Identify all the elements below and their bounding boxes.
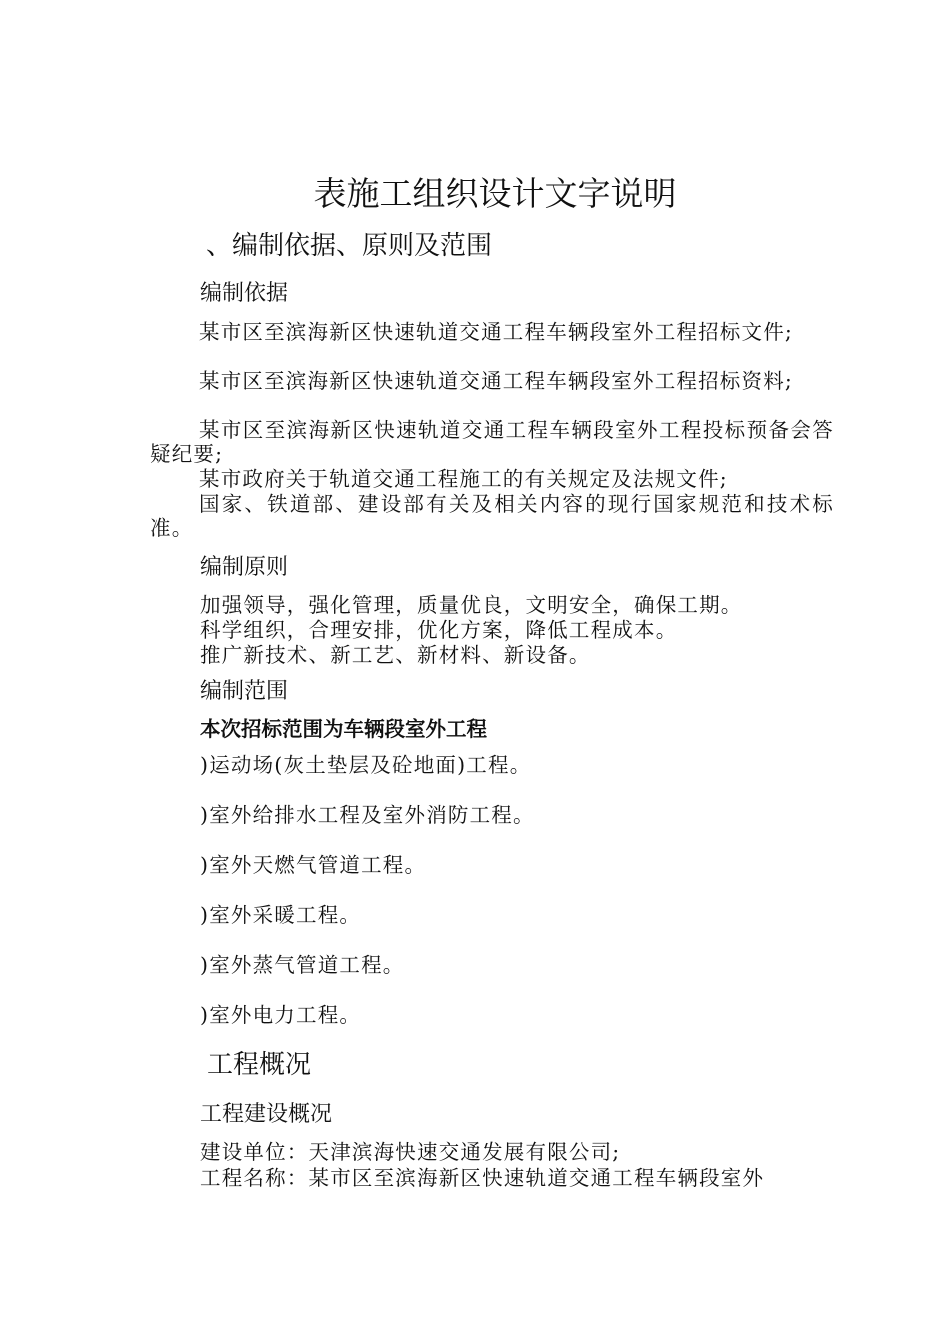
section-heading-project-overview: 工程概况 [207,1050,312,1080]
scope-item-3: )室外天燃气管道工程。 [200,853,427,877]
principle-item-3: 推广新技术、新工艺、新材料、新设备。 [200,643,591,667]
scope-item-5: )室外蒸气管道工程。 [200,953,405,977]
subheading-scope: 编制范围 [200,679,289,704]
overview-item-1: 建设单位：天津滨海快速交通发展有限公司; [200,1140,621,1164]
principle-item-2: 科学组织，合理安排，优化方案，降低工程成本。 [200,618,678,642]
section-heading-basis-principles-scope: 、编制依据、原则及范围 [206,231,493,261]
subheading-basis: 编制依据 [200,281,289,306]
scope-item-1: )运动场(灰土垫层及砼地面)工程。 [200,753,532,777]
scope-item-4: )室外采暖工程。 [200,903,362,927]
basis-item-3: 某市区至滨海新区快速轨道交通工程车辆段室外工程投标预备会答疑纪要; [150,418,834,466]
subheading-principles: 编制原则 [200,555,289,580]
basis-item-1: 某市区至滨海新区快速轨道交通工程车辆段室外工程招标文件; [199,320,794,344]
principle-item-1: 加强领导，强化管理，质量优良，文明安全，确保工期。 [200,593,743,617]
subheading-construction-overview: 工程建设概况 [200,1102,333,1127]
document-title: 表施工组织设计文字说明 [313,174,677,213]
scope-item-2: )室外给排水工程及室外消防工程。 [200,803,535,827]
basis-item-4: 某市政府关于轨道交通工程施工的有关规定及法规文件; [199,467,728,491]
scope-intro: 本次招标范围为车辆段室外工程 [200,717,487,741]
overview-item-2: 工程名称：某市区至滨海新区快速轨道交通工程车辆段室外 [200,1166,765,1190]
scope-item-6: )室外电力工程。 [200,1003,362,1027]
basis-item-5: 国家、铁道部、建设部有关及相关内容的现行国家规范和技术标准。 [150,492,834,540]
basis-item-2: 某市区至滨海新区快速轨道交通工程车辆段室外工程招标资料; [199,369,794,393]
